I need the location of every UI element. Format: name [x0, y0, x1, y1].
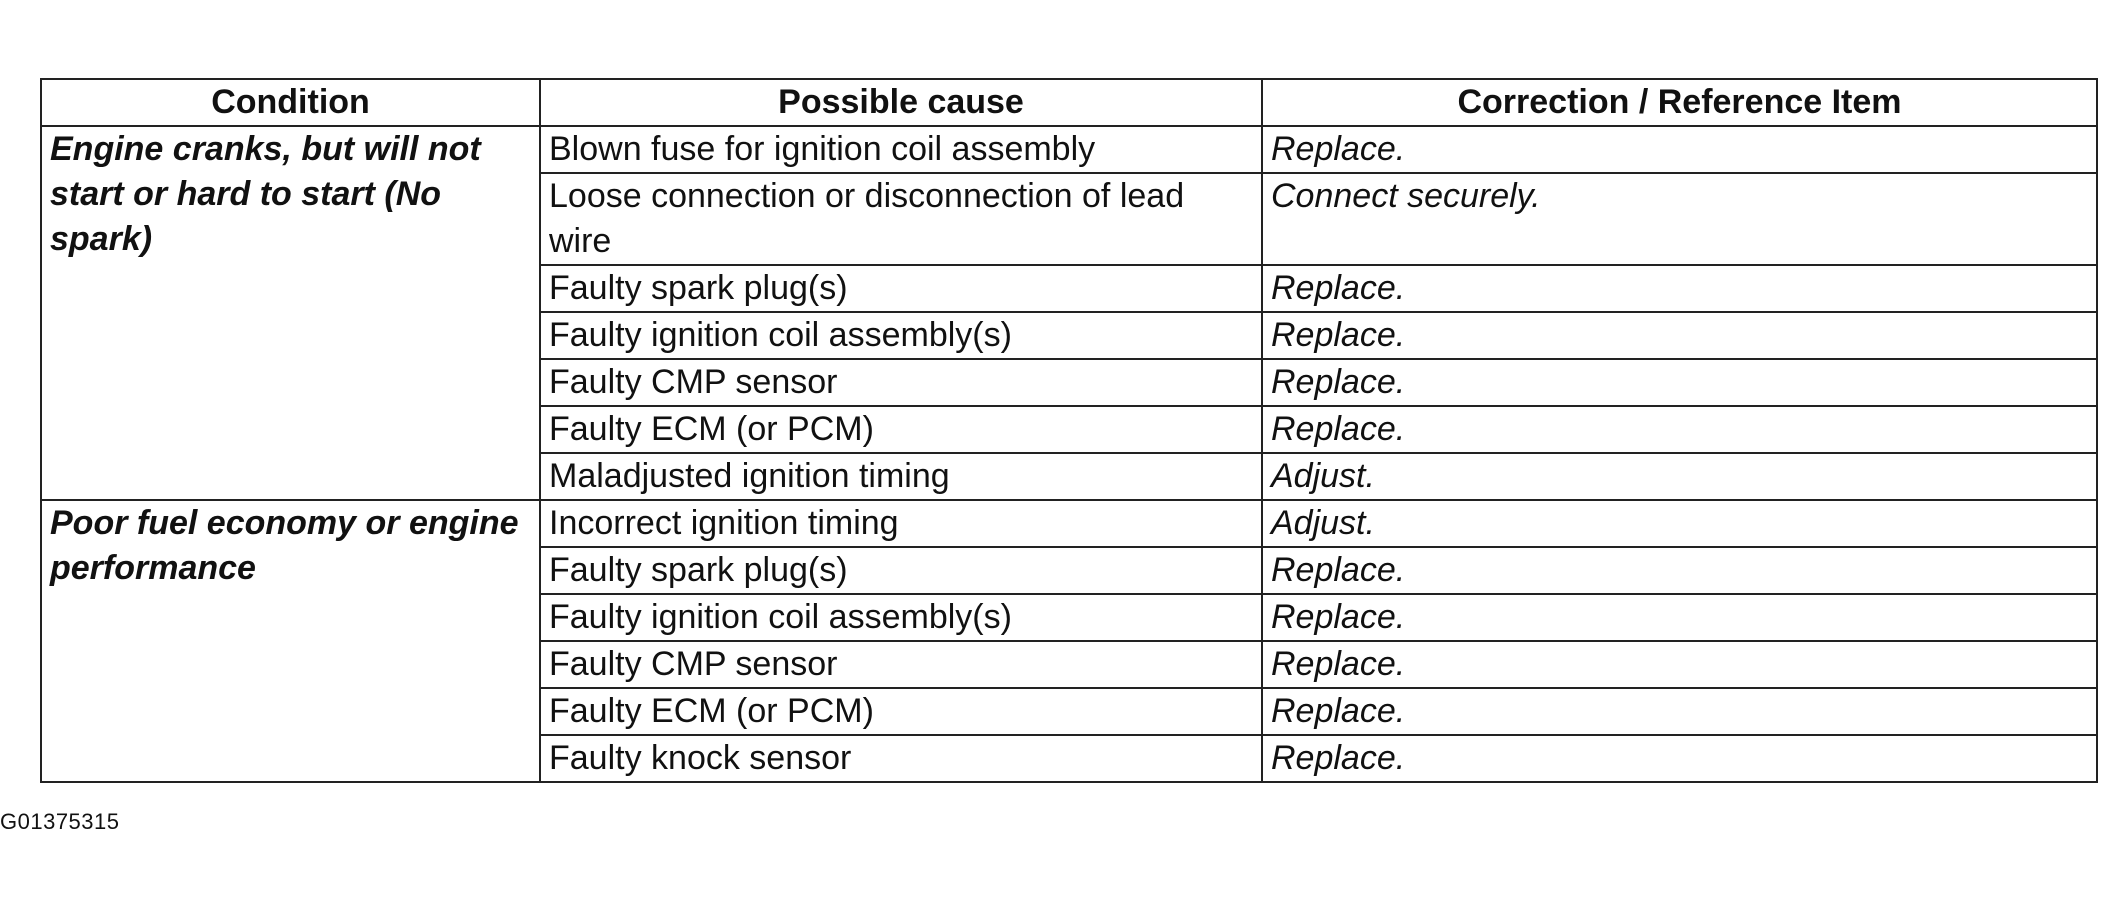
table-header-row — [41, 79, 2097, 126]
correction-cell: Adjust. — [1262, 500, 2097, 547]
cause-cell: Faulty spark plug(s) — [540, 547, 1262, 594]
correction-cell: Adjust. — [1262, 453, 2097, 500]
cause-cell: Faulty spark plug(s) — [540, 265, 1262, 312]
cause-cell: Faulty CMP sensor — [540, 641, 1262, 688]
cause-cell: Faulty ignition coil assembly(s) — [540, 594, 1262, 641]
correction-cell: Replace. — [1262, 359, 2097, 406]
header-condition: Condition — [41, 79, 540, 126]
correction-cell: Replace. — [1262, 735, 2097, 782]
condition-cell: Poor fuel economy or engine performance — [41, 500, 540, 782]
table-row — [41, 500, 2097, 547]
correction-cell: Replace. — [1262, 126, 2097, 173]
header-possible-cause: Possible cause — [540, 79, 1262, 126]
correction-cell: Connect securely. — [1262, 173, 2097, 265]
diagnosis-table — [40, 78, 2098, 783]
cause-cell: Faulty CMP sensor — [540, 359, 1262, 406]
header-correction: Correction / Reference Item — [1262, 79, 2097, 126]
diagnosis-table-container — [40, 78, 2096, 783]
correction-cell: Replace. — [1262, 265, 2097, 312]
table-row — [41, 126, 2097, 173]
cause-cell: Faulty knock sensor — [540, 735, 1262, 782]
cause-cell: Maladjusted ignition timing — [540, 453, 1262, 500]
condition-cell: Engine cranks, but will not start or hard to start (No spark) — [41, 126, 540, 500]
correction-cell: Replace. — [1262, 641, 2097, 688]
cause-cell: Faulty ignition coil assembly(s) — [540, 312, 1262, 359]
cause-cell: Blown fuse for ignition coil assembly — [540, 126, 1262, 173]
correction-cell: Replace. — [1262, 594, 2097, 641]
cause-cell: Faulty ECM (or PCM) — [540, 406, 1262, 453]
correction-cell: Replace. — [1262, 688, 2097, 735]
cause-cell: Loose connection or disconnection of lead wire — [540, 173, 1262, 265]
correction-cell: Replace. — [1262, 547, 2097, 594]
correction-cell: Replace. — [1262, 312, 2097, 359]
cause-cell: Incorrect ignition timing — [540, 500, 1262, 547]
figure-id-caption: G01375315 — [0, 809, 120, 834]
correction-cell: Replace. — [1262, 406, 2097, 453]
cause-cell: Faulty ECM (or PCM) — [540, 688, 1262, 735]
